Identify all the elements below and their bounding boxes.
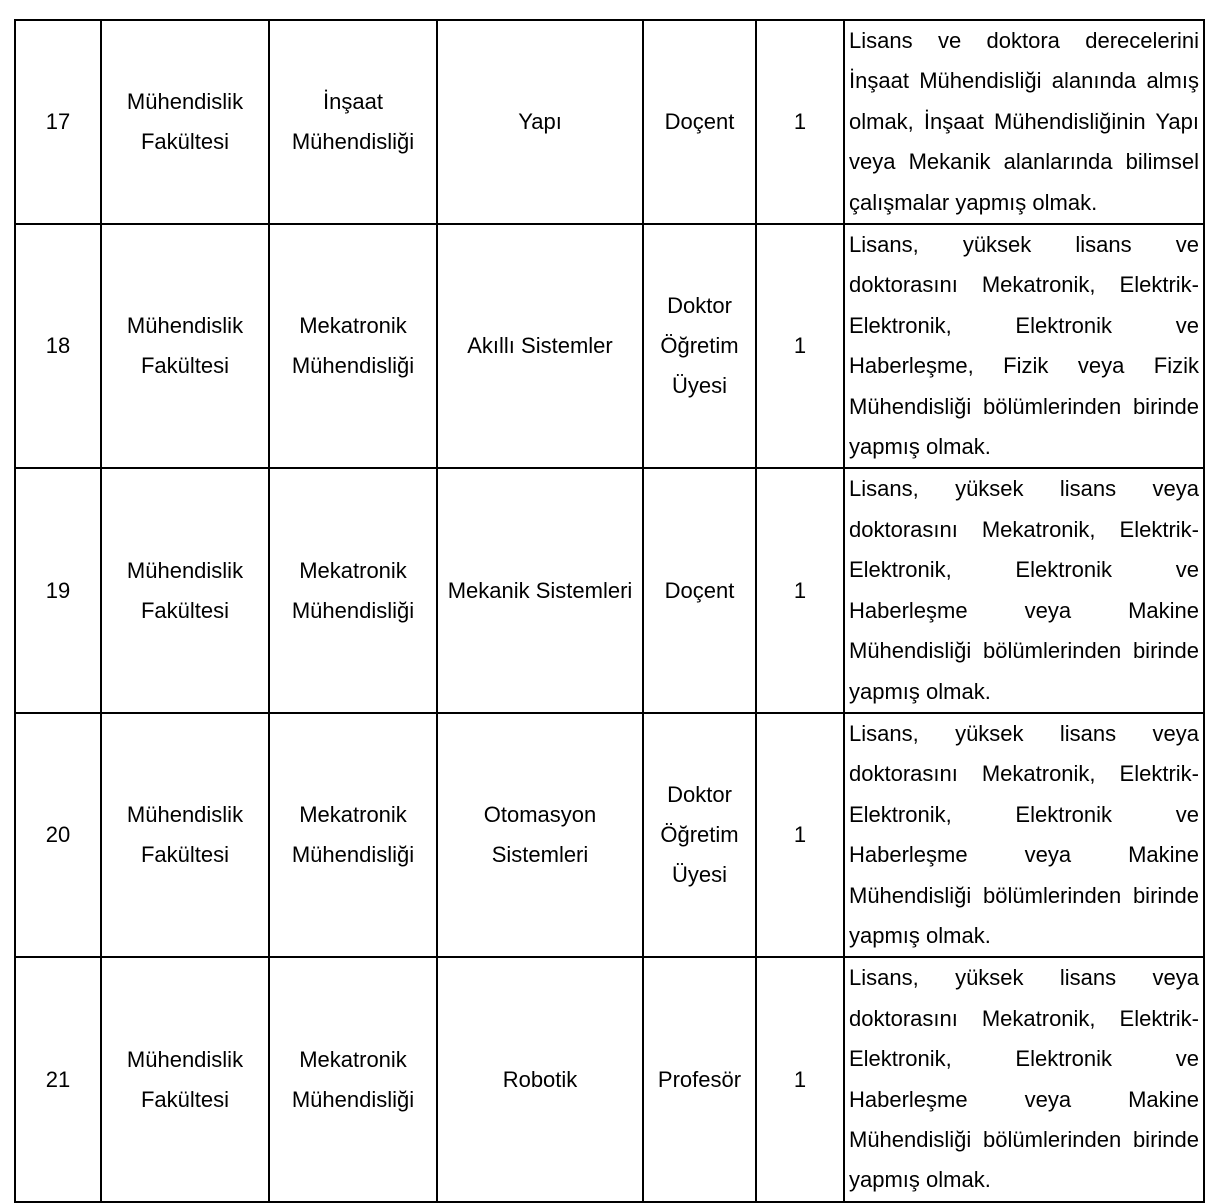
area-cell: Mekanik Sistemleri <box>437 468 643 712</box>
department-cell: Mekatronik Mühendisliği <box>269 468 437 712</box>
faculty-cell: Mühendislik Fakültesi <box>101 957 269 1201</box>
faculty-cell: Mühendislik Fakültesi <box>101 20 269 224</box>
requirement-cell: Lisans ve doktora derecelerini İnşaat Mühendisliği alanında almış olmak, İnşaat Mühendisliğinin Yapı veya Mekanik alanlarında bilimsel çalışmalar yapmış olmak. <box>844 20 1204 224</box>
department-cell: İnşaat Mühendisliği <box>269 20 437 224</box>
requirement-cell: Lisans, yüksek lisans ve doktorasını Mekatronik, Elektrik-Elektronik, Elektronik ve Haberleşme, Fizik veya Fizik Mühendisliği bölümlerinden birinde yapmış olmak. <box>844 224 1204 468</box>
department-cell: Mekatronik Mühendisliği <box>269 957 437 1201</box>
table-row <box>15 713 1204 957</box>
requirement-cell: Lisans, yüksek lisans veya doktorasını Mekatronik, Elektrik-Elektronik, Elektronik ve Haberleşme veya Makine Mühendisliği bölümlerinden birinde yapmış olmak. <box>844 713 1204 957</box>
row-number: 17 <box>15 20 101 224</box>
count-cell: 1 <box>756 713 844 957</box>
department-cell: Mekatronik Mühendisliği <box>269 713 437 957</box>
table-row <box>15 20 1204 224</box>
table-row <box>15 468 1204 712</box>
area-cell: Robotik <box>437 957 643 1201</box>
rank-cell: Doktor Öğretim Üyesi <box>643 713 756 957</box>
count-cell: 1 <box>756 957 844 1201</box>
rank-cell: Doçent <box>643 20 756 224</box>
row-number: 19 <box>15 468 101 712</box>
requirement-cell: Lisans, yüksek lisans veya doktorasını Mekatronik, Elektrik-Elektronik, Elektronik ve Haberleşme veya Makine Mühendisliği bölümlerinden birinde yapmış olmak. <box>844 957 1204 1201</box>
count-cell: 1 <box>756 468 844 712</box>
table-row <box>15 957 1204 1201</box>
rank-cell: Doktor Öğretim Üyesi <box>643 224 756 468</box>
area-cell: Otomasyon Sistemleri <box>437 713 643 957</box>
faculty-cell: Mühendislik Fakültesi <box>101 468 269 712</box>
row-number: 21 <box>15 957 101 1201</box>
rank-cell: Profesör <box>643 957 756 1201</box>
row-number: 18 <box>15 224 101 468</box>
area-cell: Akıllı Sistemler <box>437 224 643 468</box>
table-row <box>15 224 1204 468</box>
rank-cell: Doçent <box>643 468 756 712</box>
faculty-positions-table <box>14 19 1205 1203</box>
faculty-cell: Mühendislik Fakültesi <box>101 713 269 957</box>
faculty-cell: Mühendislik Fakültesi <box>101 224 269 468</box>
area-cell: Yapı <box>437 20 643 224</box>
count-cell: 1 <box>756 20 844 224</box>
department-cell: Mekatronik Mühendisliği <box>269 224 437 468</box>
requirement-cell: Lisans, yüksek lisans veya doktorasını Mekatronik, Elektrik-Elektronik, Elektronik ve Haberleşme veya Makine Mühendisliği bölümlerinden birinde yapmış olmak. <box>844 468 1204 712</box>
row-number: 20 <box>15 713 101 957</box>
count-cell: 1 <box>756 224 844 468</box>
